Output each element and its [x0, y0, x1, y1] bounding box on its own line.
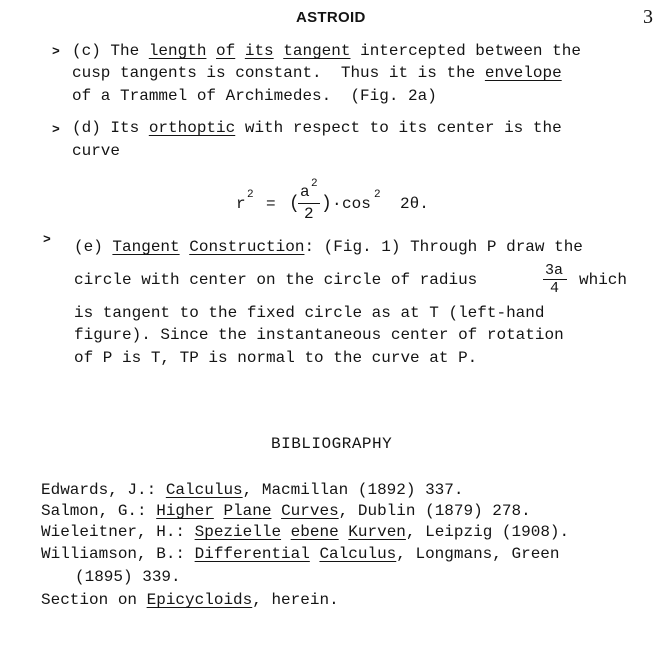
equation-symbol: cos — [342, 195, 371, 213]
orthoptic-equation — [236, 178, 456, 224]
equation-symbol: r — [236, 195, 246, 213]
underlined-term: its — [244, 42, 274, 60]
equation-numerator: a — [300, 183, 310, 201]
equation-symbol: · — [332, 195, 342, 213]
text-run: Edwards, J.: — [41, 481, 166, 499]
page-number: 3 — [643, 6, 653, 28]
fraction-denominator: 4 — [550, 280, 560, 297]
book-title: Calculus — [165, 481, 243, 499]
equation-symbol: ( — [289, 194, 300, 214]
text-run: Section on — [41, 591, 147, 609]
text-run — [271, 502, 281, 520]
equation-symbol: ) — [321, 194, 332, 214]
text-run: cusp tangents is constant. Thus it is the — [72, 64, 485, 82]
underlined-term: tangent — [283, 42, 351, 60]
text-run — [339, 523, 349, 541]
bibliography-entry — [41, 522, 569, 542]
text-run — [180, 238, 190, 256]
text-run — [214, 502, 224, 520]
margin-check-mark: > — [52, 122, 60, 137]
equation-symbol: = — [266, 195, 276, 213]
text-run: , herein. — [252, 591, 339, 609]
margin-check-mark: > — [43, 232, 51, 247]
underlined-term: envelope — [484, 64, 562, 82]
bibliography-entry — [41, 590, 339, 610]
page-title: ASTROID — [296, 9, 366, 26]
text-run — [310, 545, 320, 563]
underlined-term: orthoptic — [148, 119, 236, 137]
text-run: intercepted between the — [350, 42, 581, 60]
text-run: (e) — [74, 238, 113, 256]
item-e-line-2 — [74, 270, 477, 290]
book-title: Differential — [194, 545, 310, 563]
item-d-line-1 — [72, 118, 562, 138]
item-e-line-3: is tangent to the fixed circle as at T (left-hand — [74, 304, 545, 322]
text-run: , Leipzig (1908). — [405, 523, 570, 541]
underlined-term: Construction — [189, 238, 305, 256]
equation-exponent: 2 — [311, 178, 318, 190]
item-c-line-2 — [72, 63, 562, 83]
book-title: Spezielle — [194, 523, 282, 541]
bibliography-entry — [41, 544, 560, 564]
book-title: Kurven — [348, 523, 406, 541]
item-e-line-4: figure). Since the instantaneous center of rotation — [74, 326, 564, 344]
text-run: , Macmillan (1892) 337. — [242, 481, 464, 499]
item-e-line-2-tail: which — [579, 271, 628, 289]
equation-symbol: 2θ. — [400, 195, 429, 213]
item-c-line-1 — [72, 41, 581, 61]
equation-denominator: 2 — [304, 205, 314, 223]
bibliography-entry-continuation: (1895) 339. — [75, 568, 181, 586]
cross-reference: Epicycloids — [146, 591, 253, 609]
book-title: Curves — [281, 502, 339, 520]
text-run: Williamson, B.: — [41, 545, 195, 563]
text-run — [274, 42, 284, 60]
text-run: (c) The — [72, 42, 149, 60]
bibliography-entry — [41, 480, 463, 500]
text-run: , Dublin (1879) 278. — [338, 502, 531, 520]
text-run: : (Fig. 1) Through P draw the — [304, 238, 583, 256]
item-e-line-5: of P is T, TP is normal to the curve at P. — [74, 349, 478, 367]
text-run — [281, 523, 291, 541]
item-c-line-3: of a Trammel of Archimedes. (Fig. 2a) — [72, 87, 437, 105]
text-run: circle with center on the circle of radius — [74, 271, 478, 289]
fraction-bar — [298, 203, 320, 204]
text-run: with respect to its center is the — [235, 119, 562, 137]
underlined-term: Tangent — [112, 238, 180, 256]
margin-check-mark: > — [52, 44, 60, 59]
text-run: , Longmans, Green — [396, 545, 560, 563]
book-title: Higher — [156, 502, 214, 520]
underlined-term: of — [216, 42, 236, 60]
text-run — [235, 42, 245, 60]
text-run: Wieleitner, H.: — [41, 523, 195, 541]
radius-fraction — [543, 262, 569, 298]
text-run: (d) Its — [72, 119, 149, 137]
equation-exponent: 2 — [247, 189, 254, 201]
text-run — [206, 42, 216, 60]
book-title: Calculus — [319, 545, 397, 563]
underlined-term: length — [148, 42, 207, 60]
book-title: ebene — [290, 523, 339, 541]
item-d-line-2: curve — [72, 142, 121, 160]
fraction-numerator: 3a — [545, 262, 564, 279]
bibliography-heading: BIBLIOGRAPHY — [271, 435, 393, 453]
item-e-line-1 — [74, 237, 583, 257]
book-title: Plane — [223, 502, 272, 520]
text-run: Salmon, G.: — [41, 502, 157, 520]
bibliography-entry — [41, 501, 531, 521]
equation-exponent: 2 — [374, 189, 381, 201]
